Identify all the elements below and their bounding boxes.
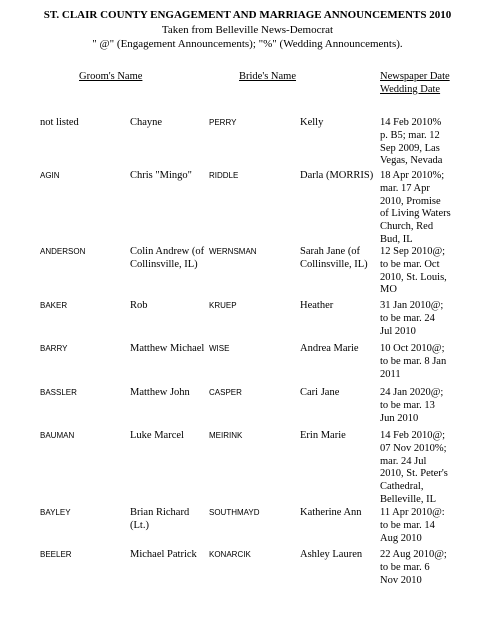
date-details (380, 300, 470, 338)
date-details (380, 246, 470, 297)
groom-given-name: Michael Patrick (130, 549, 197, 560)
date-line: 24 Jan 2020@; (380, 387, 444, 398)
date-line: 2011 (380, 368, 401, 380)
bride-surname: RIDDLE (209, 171, 239, 180)
date-line: 07 Nov 2010%; (380, 442, 447, 454)
date-line: 11 Apr 2010@: (380, 507, 445, 518)
bride-surname: WERNSMAN (209, 247, 257, 256)
date-details (380, 117, 470, 168)
groom-surname: BAUMAN (40, 431, 75, 440)
date-line: 22 Aug 2010@; (380, 549, 447, 560)
column-header-groom: Groom's Name (79, 71, 143, 82)
date-line: Nov 2010 (380, 574, 422, 586)
column-header-date (380, 71, 450, 96)
bride-given-name: Heather (300, 300, 334, 311)
date-line: 2010, Promise (380, 195, 441, 207)
column-header-newspaper-date: Newspaper Date (380, 71, 450, 82)
date-line: 14 Feb 2010% (380, 117, 442, 128)
document-title: ST. CLAIR COUNTY ENGAGEMENT AND MARRIAGE ANNOUNCEMENTS 2010 (43, 9, 452, 21)
bride-surname: MEIRINK (209, 431, 243, 440)
groom-given-name: Rob (130, 300, 148, 311)
groom-surname: AGIN (40, 171, 60, 180)
groom-surname: BAKER (40, 301, 68, 310)
groom-surname: not listed (40, 117, 79, 128)
date-line: 2010, St. Louis, (380, 271, 447, 283)
groom-given-name: Colin Andrew (of Collinsville, IL) (130, 246, 205, 270)
date-line: to be mar. 13 (380, 399, 435, 411)
date-line: 2010, St. Peter's (380, 468, 448, 480)
date-line: mar. 24 Jul (380, 455, 427, 467)
groom-surname: BAYLEY (40, 508, 71, 517)
date-line: Jun 2010 (380, 412, 419, 424)
bride-given-name: Erin Marie (300, 430, 346, 441)
date-line: Vegas, Nevada (380, 155, 443, 167)
groom-given-name: Chris "Mingo" (130, 170, 192, 181)
groom-surname: BEELER (40, 550, 72, 559)
groom-given-name: Brian Richard (Lt.) (130, 507, 190, 531)
source-note: Taken from Belleville News-Democrat (161, 24, 334, 36)
groom-surname: BARRY (40, 344, 68, 353)
date-line: of Living Waters (380, 208, 451, 220)
date-line: to be mar. 24 (380, 312, 435, 324)
date-details (380, 507, 470, 545)
date-line: mar. 17 Apr (380, 182, 430, 194)
bride-surname: KONARCIK (209, 550, 251, 559)
groom-given-name: Matthew Michael (130, 343, 205, 354)
date-line: Sep 2009, Las (380, 142, 440, 154)
bride-given-name: Kelly (300, 117, 324, 128)
bride-surname: WISE (209, 344, 230, 353)
date-line: 18 Apr 2010%; (380, 170, 445, 181)
date-line: to be mar. Oct (380, 258, 440, 270)
groom-surname: BASSLER (40, 388, 77, 397)
date-line: Aug 2010 (380, 532, 422, 544)
date-details (380, 387, 470, 425)
date-line: MO (380, 284, 397, 296)
bride-given-name: Cari Jane (300, 387, 340, 398)
bride-surname: CASPER (209, 388, 242, 397)
date-details (380, 170, 470, 247)
date-line: Cathedral, (380, 481, 424, 493)
column-header-wedding-date: Wedding Date (380, 83, 441, 95)
bride-surname: KRUEP (209, 301, 237, 310)
bride-given-name: Ashley Lauren (300, 549, 363, 560)
bride-surname: PERRY (209, 118, 237, 127)
date-details (380, 430, 470, 507)
date-line: 31 Jan 2010@; (380, 300, 444, 311)
date-line: Belleville, IL (380, 493, 436, 505)
date-line: 10 Oct 2010@; (380, 343, 445, 354)
date-line: Church, Red (380, 221, 434, 233)
bride-given-name: Andrea Marie (300, 343, 359, 354)
groom-given-name: Chayne (130, 117, 163, 128)
symbol-legend: " @" (Engagement Announcements); "%" (Wedding Announcements). (92, 38, 403, 50)
date-line: Jul 2010 (380, 325, 416, 337)
groom-given-name: Luke Marcel (130, 430, 184, 441)
date-details (380, 549, 470, 587)
date-line: to be mar. 14 (380, 519, 435, 531)
date-line: p. B5; mar. 12 (380, 129, 440, 141)
date-details (380, 343, 470, 381)
bride-given-name: Darla (MORRIS) (300, 170, 374, 181)
date-line: to be mar. 8 Jan (380, 355, 447, 367)
groom-surname: ANDERSON (40, 247, 86, 256)
bride-given-name: Katherine Ann (300, 507, 362, 518)
bride-given-name: Sarah Jane (of Collinsville, IL) (300, 246, 368, 270)
column-header-bride: Bride's Name (239, 71, 297, 82)
date-line: to be mar. 6 (380, 561, 430, 573)
date-line: 12 Sep 2010@; (380, 246, 446, 257)
groom-given-name: Matthew John (130, 387, 190, 398)
date-line: 14 Feb 2010@; (380, 430, 446, 441)
date-line: Bud, IL (380, 233, 413, 245)
bride-surname: SOUTHMAYD (209, 508, 260, 517)
